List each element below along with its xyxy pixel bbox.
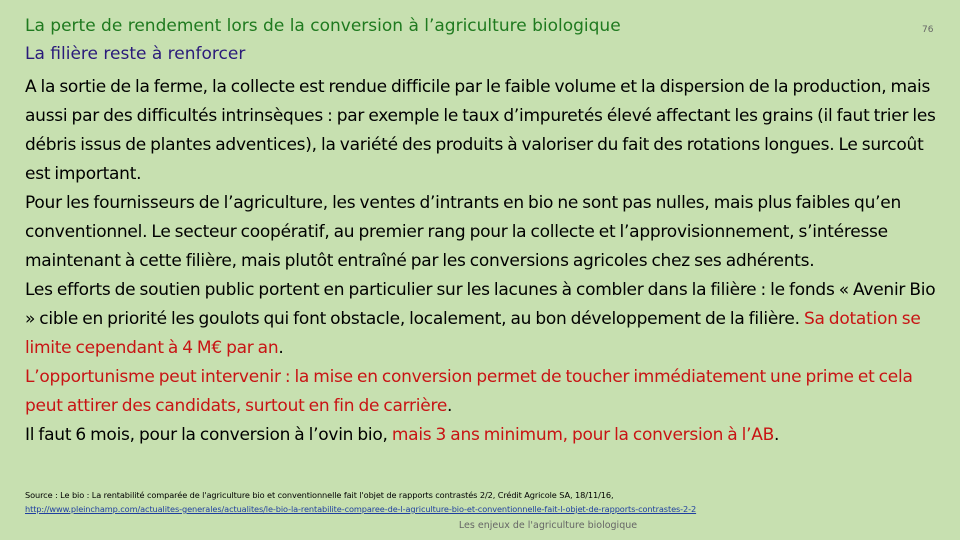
paragraph-tail: . (447, 396, 453, 416)
slide-subtitle: La filière reste à renforcer (25, 44, 246, 64)
source-link[interactable]: http://www.pleinchamp.com/actualites-generales/actualites/le-bio-la-rentabilite-comparee-de-l-agriculture-bio-et-conventionnelle-fait-l-objet-de-rapports-contrastes-2-2 (25, 504, 697, 514)
source-note (25, 488, 945, 516)
paragraph-fournisseurs (25, 189, 945, 276)
highlight-text: Sa dotation se limite cependant à 4 M€ par an (25, 309, 921, 358)
paragraph-text: Il faut 6 mois, pour la conversion à l’ovin bio, (25, 425, 392, 445)
paragraph-tail: . (774, 425, 780, 445)
paragraph-text: A la sortie de la ferme, la collecte est rendue difficile par le faible volume et la dispersion de la production, mais aussi par des difficultés intrinsèques : par exemple le taux d’impuretés élevé affectant les grains (il faut trier les débris issus de plantes adventices), la variété des produits à valoriser du fait des rotations longues. Le surcoût est important. (25, 77, 936, 184)
paragraph-duree-conversion (25, 421, 945, 450)
highlight-text: mais 3 ans minimum, pour la conversion à l’AB (391, 425, 775, 445)
page-number: 76 (922, 25, 934, 35)
body-text (25, 73, 945, 450)
paragraph-collecte (25, 73, 945, 189)
paragraph-soutien-public (25, 276, 945, 363)
slide-title: La perte de rendement lors de la conversion à l’agriculture biologique (25, 16, 621, 36)
source-text: Source : Le bio : La rentabilité comparée de l'agriculture bio et conventionnelle fait l'objet de rapports contrastés 2/2, Crédit Agricole SA, 18/11/16, (25, 490, 614, 500)
paragraph-text: Les efforts de soutien public portent en particulier sur les lacunes à combler dans la filière : le fonds « Avenir Bio » cible en priorité les goulots qui font obstacle, localement, au bon développement de la filière. (25, 280, 936, 329)
highlight-text: L’opportunisme peut intervenir : la mise en conversion permet de toucher immédiatement une prime et cela peut attirer des candidats, surtout en fin de carrière (25, 367, 913, 416)
paragraph-tail: . (278, 338, 284, 358)
paragraph-text: Pour les fournisseurs de l’agriculture, les ventes d’intrants en bio ne sont pas nulles, mais plus faibles qu’en conventionnel. Le secteur coopératif, au premier rang pour la collecte et l’approvisionnement, s’intéresse maintenant à cette filière, mais plutôt entraîné par les conversions agricoles chez ses adhérents. (25, 193, 902, 271)
paragraph-opportunisme (25, 363, 945, 421)
footer-text: Les enjeux de l'agriculture biologique (458, 520, 638, 531)
